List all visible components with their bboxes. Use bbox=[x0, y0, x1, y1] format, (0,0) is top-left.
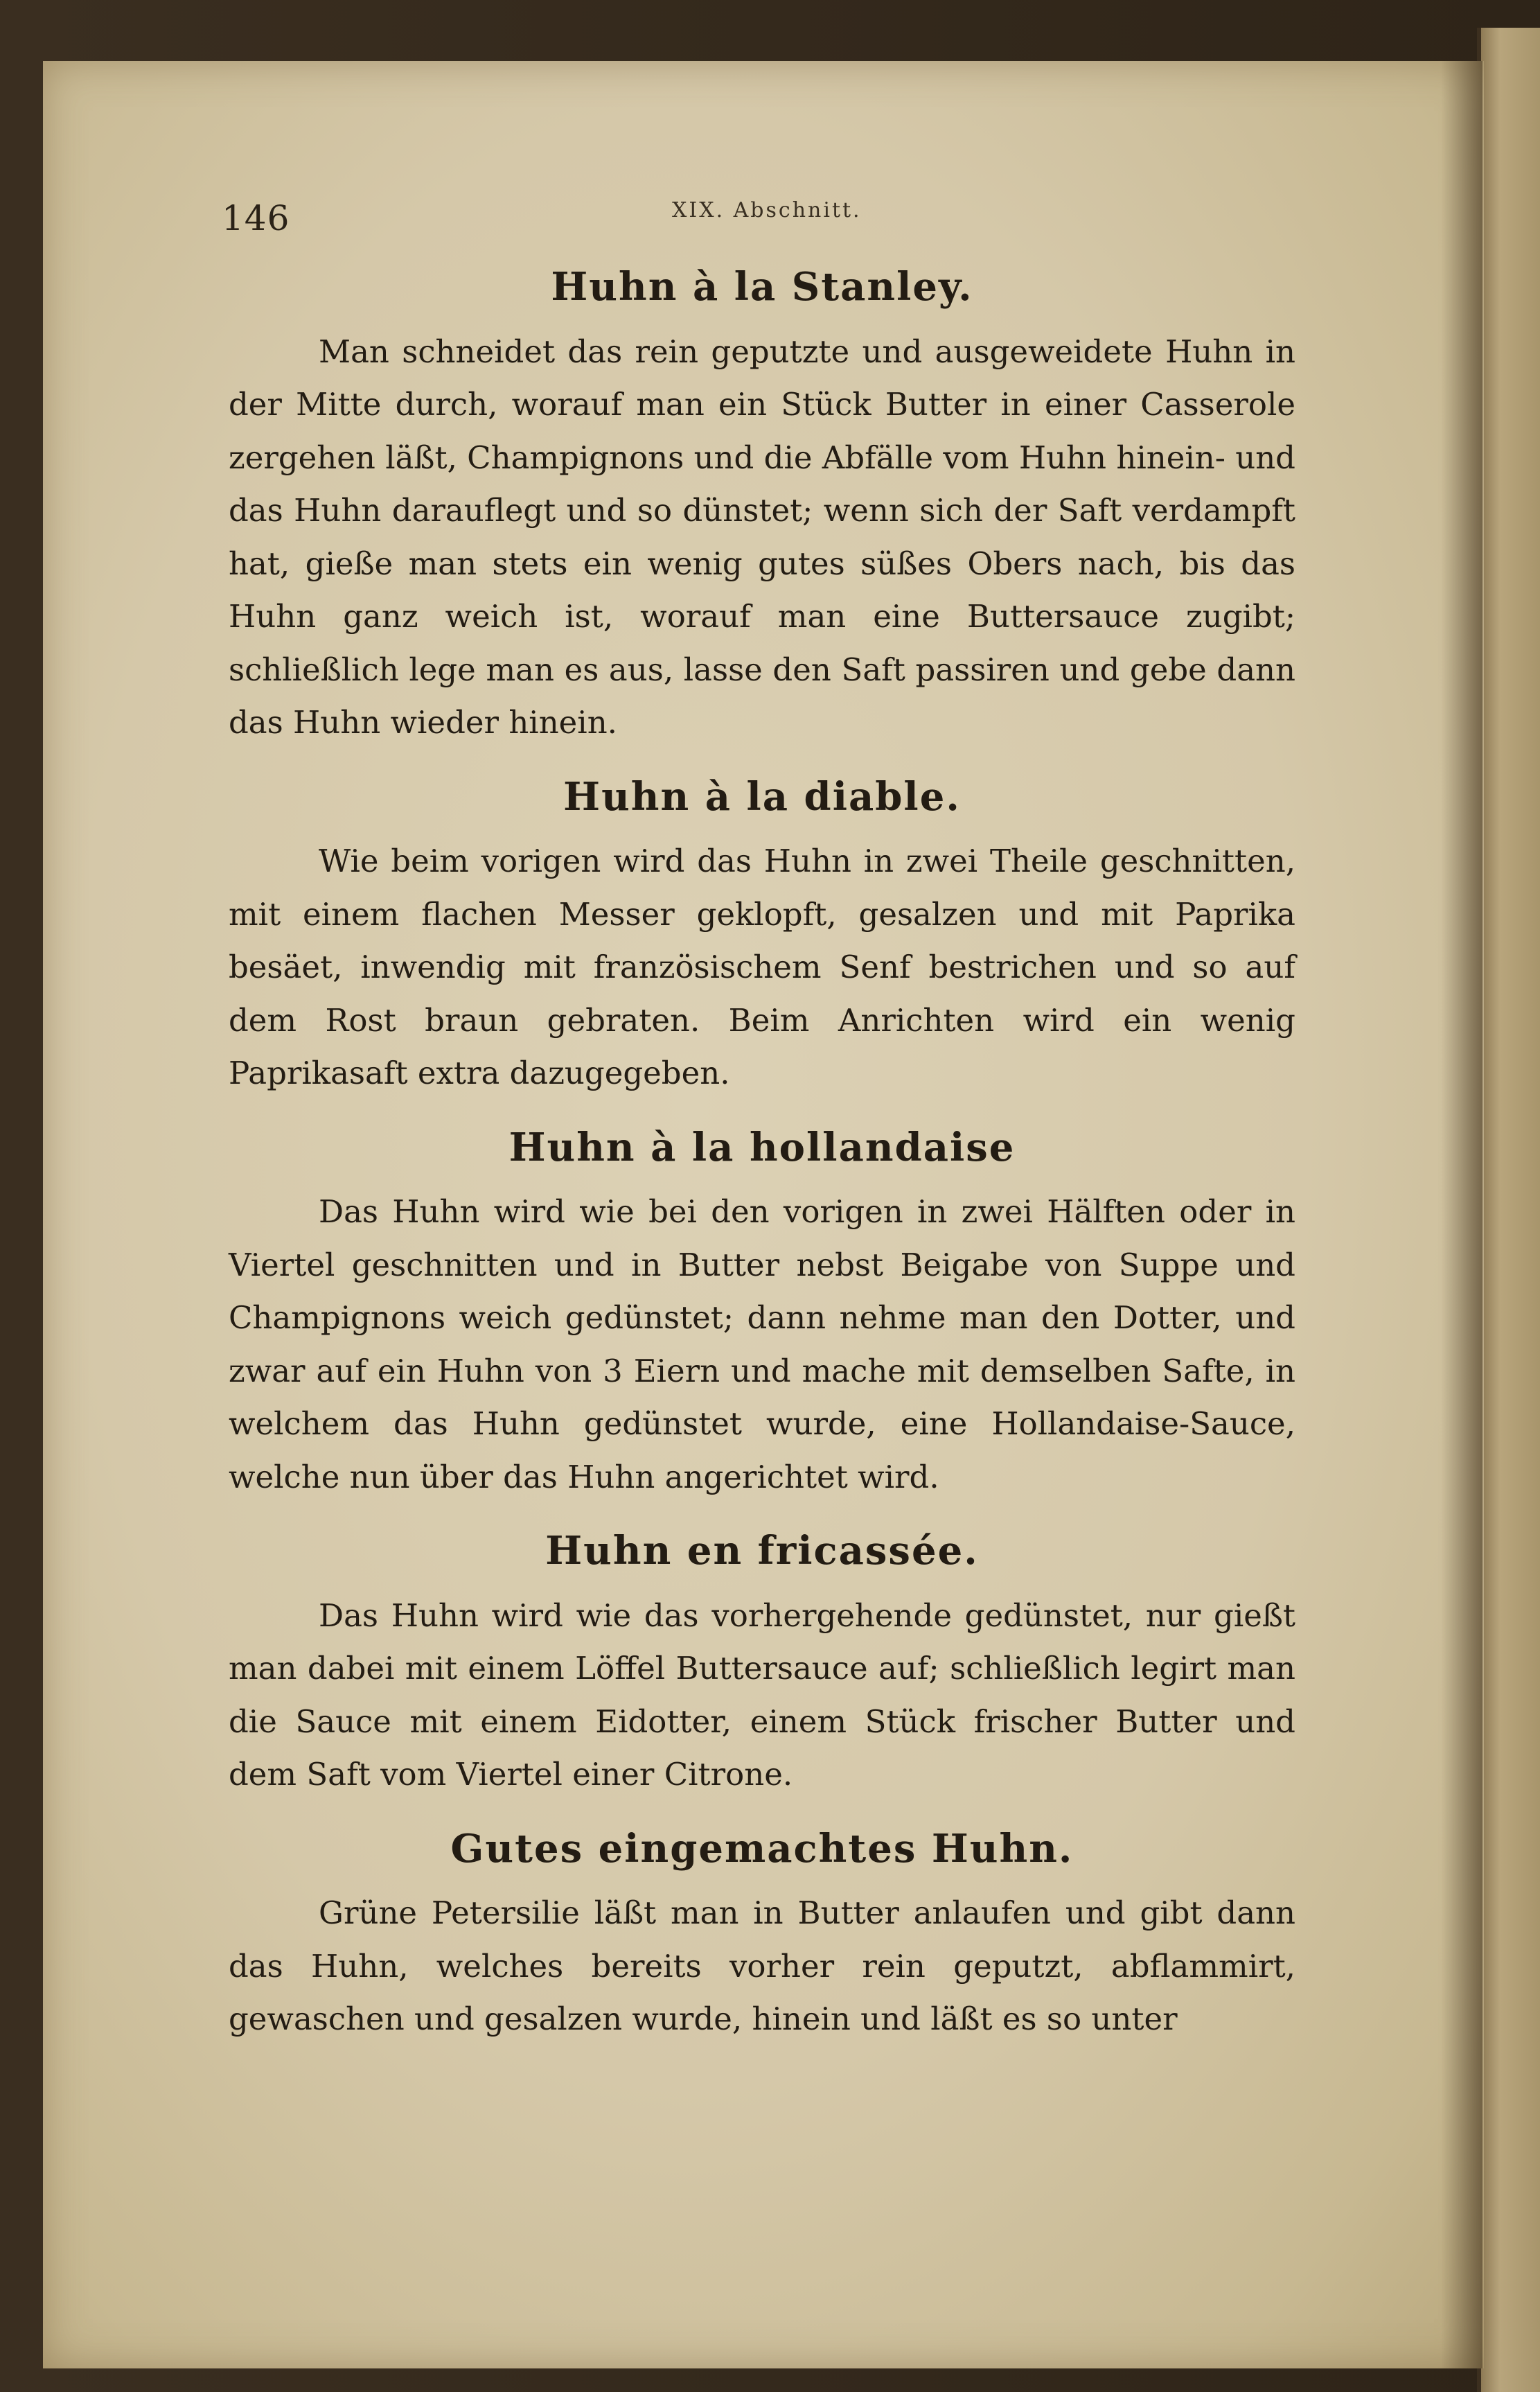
recipe-section bbox=[229, 1825, 1295, 2046]
recipe-body: Das Huhn wird wie bei den vorigen in zwei Hälften oder in Viertel geschnitten und in Butter nebst Beigabe von Suppe und Champignons weich gedünstet; dann nehme man den Dotter, und zwar auf ein Huhn von 3 Eiern und mache mit demselben Safte, in welchem das Huhn gedünstet wurde, eine Hollandaise-Sauce, welche nun über das Huhn angerichtet wird. bbox=[229, 1193, 1295, 1495]
page-content bbox=[229, 249, 1295, 2190]
recipe-section bbox=[229, 266, 1295, 750]
recipe-body: Wie beim vorigen wird das Huhn in zwei Theile geschnitten, mit einem flachen Messer geklopft, gesalzen und mit Paprika besäet, inwendig mit französischem Senf bestrichen und so auf dem Rost braun gebraten. Beim Anrichten wird ein wenig Paprikasaft extra dazugegeben. bbox=[229, 843, 1295, 1092]
recipe-section bbox=[229, 1124, 1295, 1504]
recipe-body: Man schneidet das rein geputzte und ausgeweidete Huhn in der Mitte durch, worauf man ein Stück Butter in einer Casserole zergehen läßt, Champignons und die Abfälle vom Huhn hinein- und das Huhn darauflegt und so dünstet; wenn sich der Saft verdampft hat, gieße man stets ein wenig gutes süßes Obers nach, bis das Huhn ganz weich ist, worauf man eine Buttersauce zugibt; schließlich lege man es aus, lasse den Saft passiren und gebe dann das Huhn wieder hinein. bbox=[229, 333, 1295, 741]
recipe-body: Grüne Petersilie läßt man in Butter anlaufen und gibt dann das Huhn, welches bereits vorher rein geputzt, abflammirt, gewaschen und gesalzen wurde, hinein und läßt es so unter bbox=[229, 1894, 1295, 2038]
running-head: XIX. Abschnitt. bbox=[672, 198, 862, 222]
recipe-body: Das Huhn wird wie das vorhergehende gedünstet, nur gießt man dabei mit einem Löffel Buttersauce auf; schließlich legirt man die Sauce mit einem Eidotter, einem Stück frischer Butter und dem Saft vom Viertel einer Citrone. bbox=[229, 1597, 1295, 1793]
next-page-edge bbox=[1477, 28, 1540, 2392]
recipe-section bbox=[229, 773, 1295, 1100]
recipe-title: Gutes eingemachtes Huhn. bbox=[450, 1825, 1074, 1872]
recipe-title: Huhn à la diable. bbox=[563, 773, 961, 820]
recipe-title: Huhn à la Stanley. bbox=[551, 264, 973, 310]
page-number: 146 bbox=[222, 198, 290, 238]
recipe-section bbox=[229, 1530, 1295, 1802]
gutter-shadow bbox=[1441, 61, 1483, 2368]
recipe-title: Huhn en fricassée. bbox=[545, 1528, 979, 1574]
recipe-title: Huhn à la hollandaise bbox=[508, 1124, 1016, 1170]
page-header bbox=[222, 194, 1302, 249]
